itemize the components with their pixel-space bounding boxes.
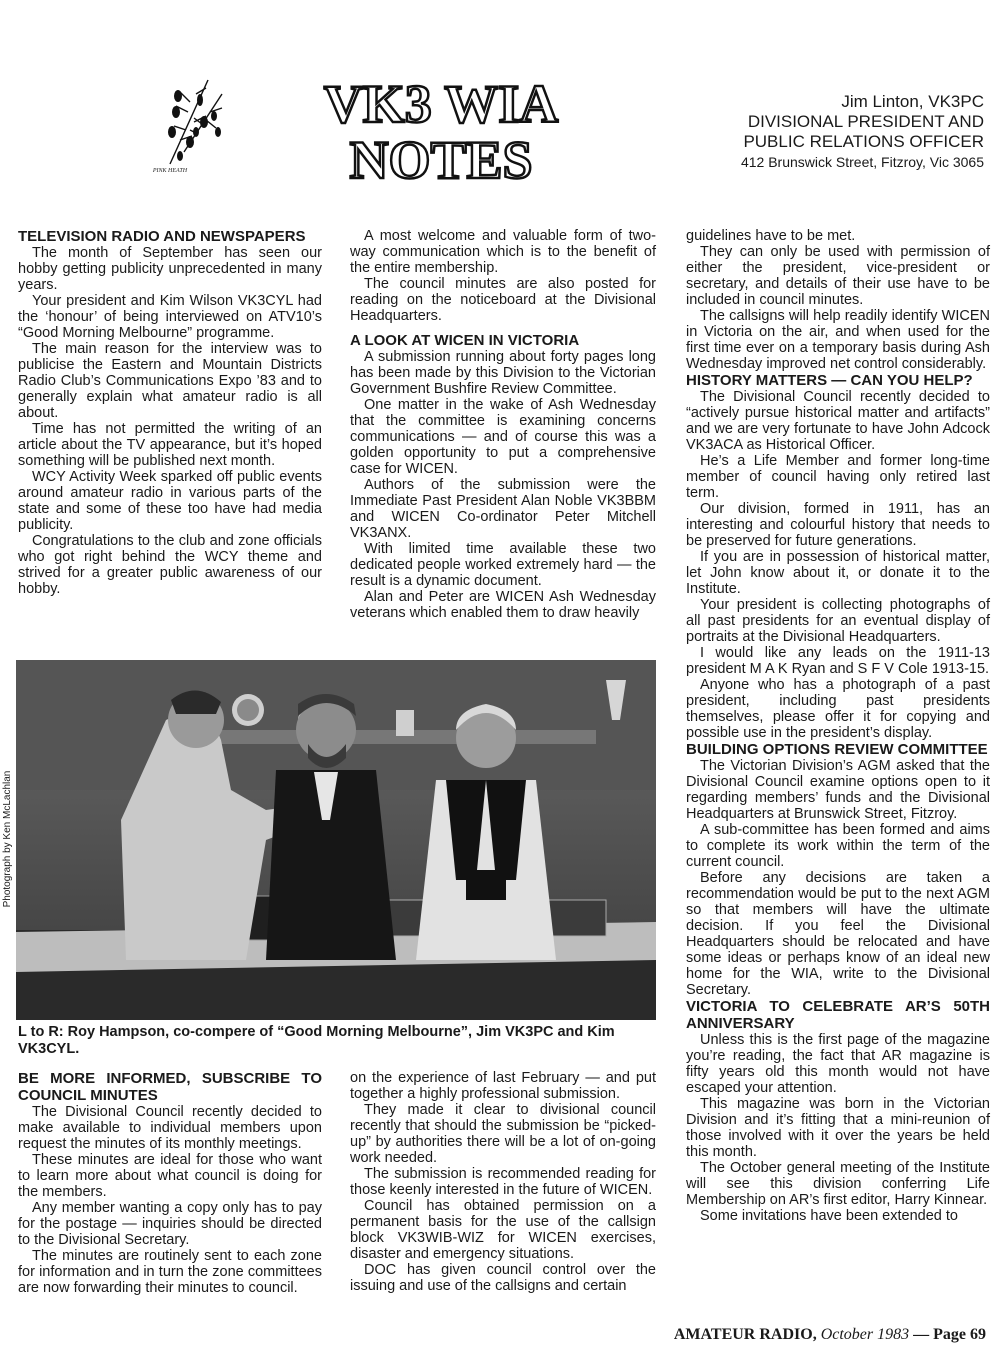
paragraph: A sub-committee has been formed and aims to complete its work within the term of the current council. <box>686 822 990 870</box>
paragraph: The minutes are routinely sent to each zone for information and in turn the zone committees are now forwarding their minutes to council. <box>18 1248 322 1296</box>
footer-magazine: AMATEUR RADIO, <box>673 1326 817 1343</box>
paragraph: Unless this is the first page of the magazine you’re reading, the fact that AR magazine is fifty years old this month would not have escaped your attention. <box>686 1032 990 1096</box>
paragraph: Your president is collecting photographs of all past presidents for an eventual display of portraits at the Divisional Headquarters. <box>686 597 990 645</box>
paragraph: The submission is recommended reading for those keenly interested in the future of WICEN. <box>350 1166 656 1198</box>
paragraph: The council minutes are also posted for reading on the noticeboard at the Divisional Headquarters. <box>350 276 656 324</box>
studio-photo <box>16 660 656 1020</box>
paragraph: A most welcome and valuable form of two-way communication which is to the benefit of the entire membership. <box>350 228 656 276</box>
paragraph: Authors of the submission were the Immediate Past President Alan Noble VK3BBM and WICEN Co-ordinator Peter Mitchell VK3ANX. <box>350 477 656 541</box>
section-heading-wicen: A LOOK AT WICEN IN VICTORIA <box>350 332 580 349</box>
paragraph: A submission running about forty pages long has been made by this Division to the Victorian Government Bushfire Review Committee. <box>350 349 656 397</box>
paragraph: The callsigns will help readily identify WICEN in Victoria on the air, and when used for the first time ever on a temporary basis during Ash Wednesday improved net control considerably. <box>686 308 990 372</box>
photo-credit-text: Photograph by Ken McLachlan <box>2 770 13 908</box>
paragraph: on the experience of last February — and put together a highly professional submission. <box>350 1070 656 1102</box>
photo-credit <box>0 660 14 1020</box>
paragraph: The October general meeting of the Institute will see this division conferring Life Membership on AR’s first editor, Harry Kinnear. <box>686 1160 990 1208</box>
photo-caption: L to R: Roy Hampson, co-compere of “Good Morning Melbourne”, Jim VK3PC and Kim VK3CYL. <box>18 1024 615 1057</box>
paragraph: Congratulations to the club and zone officials who got right behind the WCY theme and strived for a greater public awareness of our hobby. <box>18 533 322 597</box>
author-name: Jim Linton, VK3PC <box>841 92 984 111</box>
paragraph: Your president and Kim Wilson VK3CYL had the ‘honour’ of being interviewed on ATV10’s “Good Morning Melbourne” programme. <box>18 293 322 341</box>
paragraph: The month of September has seen our hobby getting publicity unprecedented in many years. <box>18 245 322 293</box>
paragraph: They can only be used with permission of either the president, vice-president or secretary, and details of their use have to be included in council minutes. <box>686 244 990 308</box>
author-title-1: DIVISIONAL PRESIDENT AND <box>747 112 984 131</box>
column-1-bottom <box>18 1070 322 1296</box>
author-title-2: PUBLIC RELATIONS OFFICER <box>743 132 984 151</box>
paragraph: They made it clear to divisional council recently that should the submission be “picked-up” by authorities there will be a lot of on-going work needed. <box>350 1102 656 1166</box>
masthead-line-2: NOTES <box>349 130 533 188</box>
column-2-bottom <box>350 1070 656 1294</box>
page-footer <box>674 1326 986 1344</box>
paragraph: I would like any leads on the 1911-13 president M A K Ryan and S F V Cole 1913-15. <box>686 645 990 677</box>
paragraph: Some invitations have been extended to <box>700 1208 958 1224</box>
paragraph: WCY Activity Week sparked off public events around amateur radio in various parts of the state and some of these too have had media publicity. <box>18 469 322 533</box>
paragraph: Our division, formed in 1911, has an interesting and colourful history that needs to be preserved for future generations. <box>686 501 990 549</box>
paragraph: With limited time available these two dedicated people worked extremely hard — the result is a dynamic document. <box>350 541 656 589</box>
column-3 <box>686 228 990 1224</box>
column-1-top <box>18 228 322 597</box>
paragraph: The Divisional Council recently decided to “actively pursue historical matter and artifacts” and we are very fortunate to have John Adcock VK3ACA as Historical Officer. <box>686 389 990 453</box>
section-heading-television: TELEVISION RADIO AND NEWSPAPERS <box>18 228 306 245</box>
author-block <box>684 92 984 172</box>
section-heading-building: BUILDING OPTIONS REVIEW COMMITTEE <box>686 741 988 758</box>
paragraph: Time has not permitted the writing of an article about the TV appearance, but it’s hoped something will be published next month. <box>18 421 322 469</box>
paragraph: These minutes are ideal for those who want to learn more about what council is doing for the members. <box>18 1152 322 1200</box>
paragraph: If you are in possession of historical matter, let John know about it, or donate it to the Institute. <box>686 549 990 597</box>
masthead-line-1: VK3 WIA <box>323 74 559 134</box>
paragraph: This magazine was born in the Victorian Division and it’s fitting that a mini-reunion of those involved with it over the years be held this month. <box>686 1096 990 1160</box>
paragraph: The Divisional Council recently decided to make available to individual members upon request the minutes of its monthly meetings. <box>18 1104 322 1152</box>
paragraph: The Victorian Division’s AGM asked that the Divisional Council examine options open to it regarding members’ funds and the Divisional Headquarters at Brunswick Street, Fitzroy. <box>686 758 990 822</box>
column-2-top <box>350 228 656 621</box>
paragraph: One matter in the wake of Ash Wednesday that the committee is examining concerns communications — and of course this was a golden opportunity to put a comprehensive case for WICEN. <box>350 397 656 477</box>
paragraph: Anyone who has a photograph of a past president, including past presidents themselves, please offer it for copying and possible use in the president’s display. <box>686 677 990 741</box>
paragraph: The main reason for the interview was to publicise the Eastern and Mountain Districts Radio Club’s Communications Expo ’83 and to generally explain what amateur radio is all about. <box>18 341 322 421</box>
paragraph: Before any decisions are taken a recommendation would be put to the next AGM so that members will have the ultimate decision. If you feel the Divisional Headquarters should be relocated and have some ideas or perhaps know of an ideal new home for the WIA, write to the Divisional Secretary. <box>686 870 990 998</box>
masthead-title <box>276 70 606 188</box>
section-heading-council-minutes: BE MORE INFORMED, SUBSCRIBE TO COUNCIL MINUTES <box>18 1070 322 1104</box>
paragraph: Any member wanting a copy only has to pay for the postage — inquiries should be directed to the Divisional Secretary. <box>18 1200 322 1248</box>
author-address: 412 Brunswick Street, Fitzroy, Vic 3065 <box>740 154 984 170</box>
section-heading-history: HISTORY MATTERS — CAN YOU HELP? <box>686 372 973 389</box>
footer-issue: October 1983 <box>820 1326 910 1343</box>
logo-caption: PINK HEATH <box>152 168 188 174</box>
section-heading-anniversary: VICTORIA TO CELEBRATE AR’S 50TH ANNIVERSARY <box>686 998 990 1032</box>
paragraph: He’s a Life Member and former long-time member of council having only retired last term. <box>686 453 990 501</box>
paragraph: guidelines have to be met. <box>686 228 856 244</box>
paragraph: Council has obtained permission on a permanent basis for the use of the callsign block VK3WIB-WIZ for WICEN exercises, disaster and emergency situations. <box>350 1198 656 1262</box>
pink-heath-flower-icon <box>150 72 250 182</box>
paragraph: DOC has given council control over the issuing and use of the callsigns and certain <box>350 1262 656 1294</box>
paragraph: Alan and Peter are WICEN Ash Wednesday veterans which enabled them to draw heavily <box>350 589 656 621</box>
footer-page: — Page 69 <box>913 1326 986 1343</box>
